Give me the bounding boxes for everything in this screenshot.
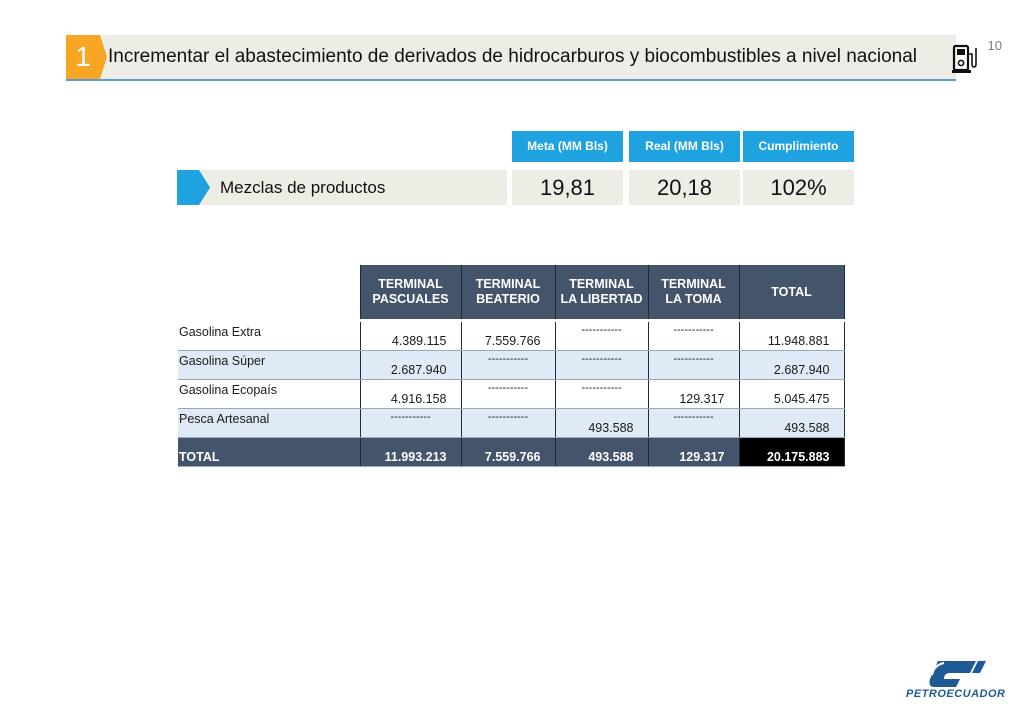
terminal-table [178,265,845,467]
fuel-pump-icon [952,42,978,74]
kpi-header-cumplimiento: Cumplimiento [743,131,854,162]
total-row [178,438,844,467]
table-cell: ----------- [461,409,555,438]
logo-text: PETROECUADOR [906,688,1006,700]
column-header-total: TOTAL [739,265,844,319]
table-cell: 5.045.475 [739,380,844,409]
total-cell: 129.317 [648,438,739,467]
table-cell: ----------- [648,409,739,438]
section-number-chevron [100,35,107,79]
total-cell: 11.993.213 [360,438,461,467]
row-label: Pesca Artesanal [178,409,360,438]
kpi-value-meta: 19,81 [512,170,623,205]
table-cell: 2.687.940 [360,351,461,380]
column-header-pascuales: TERMINAL PASCUALES [360,265,461,319]
row-label: Gasolina Súper [178,351,360,380]
table-cell: 4.916.158 [360,380,461,409]
total-cell: 7.559.766 [461,438,555,467]
table-cell: ----------- [555,351,648,380]
kpi-value-cumplimiento: 102% [743,170,854,205]
table-corner [178,265,360,319]
table-cell: ----------- [360,409,461,438]
table-cell: 7.559.766 [461,322,555,351]
kpi-label: Mezclas de productos [220,178,386,197]
table-cell: 11.948.881 [739,322,844,351]
table-row [178,322,844,351]
column-header-la-toma: TERMINAL LA TOMA [648,265,739,319]
table-cell: 2.687.940 [739,351,844,380]
table-cell: ----------- [648,322,739,351]
grand-total-cell: 20.175.883 [739,438,844,467]
column-header-beaterio: TERMINAL BEATERIO [461,265,555,319]
section-title: Incrementar el abastecimiento de derivados de hidrocarburos y biocombustibles a nivel nacional [108,46,918,67]
table-cell: ----------- [461,380,555,409]
page-number: 10 [987,38,1002,53]
table-cell: 493.588 [555,409,648,438]
table-cell: ----------- [648,351,739,380]
row-label: Gasolina Extra [178,322,360,351]
table-cell: ----------- [555,322,648,351]
table-cell: 129.317 [648,380,739,409]
table-cell: 493.588 [739,409,844,438]
section-number: 1 [66,35,100,79]
kpi-header-real: Real (MM Bls) [629,131,740,162]
kpi-value-real: 20,18 [629,170,740,205]
table-row [178,409,844,438]
table-row [178,351,844,380]
row-label: Gasolina Ecopaís [178,380,360,409]
total-cell: 493.588 [555,438,648,467]
section-header [66,35,956,81]
kpi-header-meta: Meta (MM Bls) [512,131,623,162]
total-label: TOTAL [178,438,360,467]
table-cell: ----------- [555,380,648,409]
column-header-la-libertad: TERMINAL LA LIBERTAD [555,265,648,319]
table-cell: 4.389.115 [360,322,461,351]
table-cell: ----------- [461,351,555,380]
chevron-right-icon [177,170,210,205]
table-row [178,380,844,409]
